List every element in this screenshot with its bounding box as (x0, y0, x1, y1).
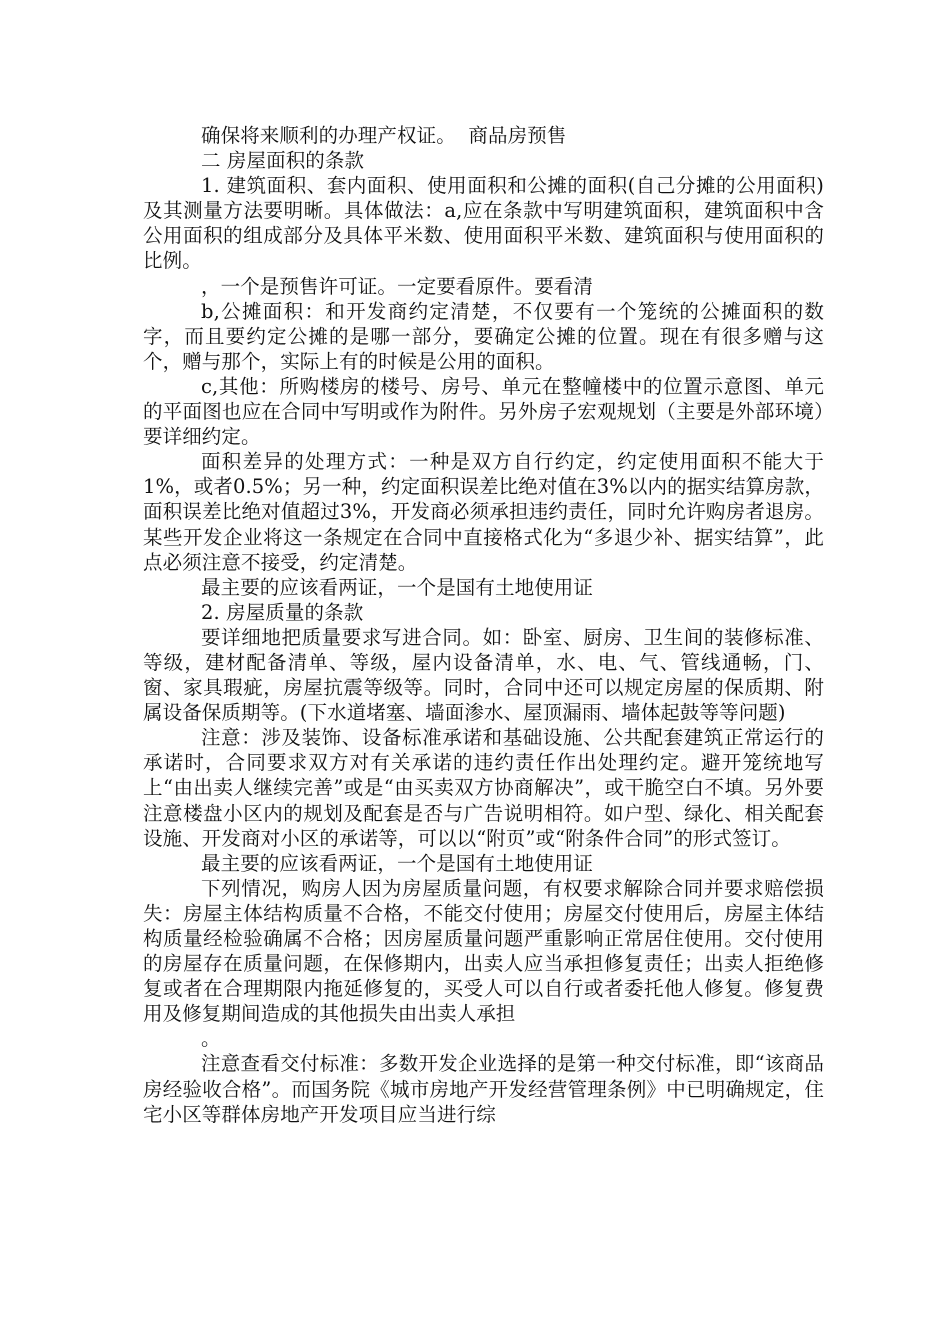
paragraph-10: 要详细地把质量要求写进合同。如：卧室、厨房、卫生间的装修标准、等级，建材配备清单、等级，屋内设备清单，水、电、气、管线通畅，门、窗、家具瑕疵，房屋抗震等级等。同时，合同中还可以规定房屋的保质期、附属设备保质期等。(下水道堵塞、墙面渗水、屋顶漏雨、墙体起鼓等等问题) (143, 625, 824, 725)
paragraph-11: 注意：涉及装饰、设备标准承诺和基础设施、公共配套建筑正常运行的承诺时，合同要求双方对有关承诺的违约责任作出处理约定。避开笼统地写上“由出卖人继续完善”或是“由买卖双方协商解决”，或干脆空白不填。另外要注意楼盘小区内的规划及配套是否与广告说明相符。如户型、绿化、相关配套设施、开发商对小区的承诺等，可以以“附页”或“附条件合同”的形式签订。 (143, 726, 824, 850)
paragraph-4: ，一个是预售许可证。一定要看原件。要看清 (201, 274, 594, 298)
paragraph-6: c,其他：所购楼房的楼号、房号、单元在整幢楼中的位置示意图、单元的平面图也应在合同中写明或作为附件。另外房子宏观规划（主要是外部环境）要详细约定。 (143, 374, 824, 449)
heading-quality-terms: 2. 房屋质量的条款 (201, 600, 364, 624)
paragraph-13: 下列情况，购房人因为房屋质量问题，有权要求解除合同并要求赔偿损失：房屋主体结构质量不合格，不能交付使用；房屋交付使用后，房屋主体结构质量经检验确属不合格；因房屋质量问题严重影响正常居住使用。交付使用的房屋存在质量问题，在保修期内，出卖人应当承担修复责任；出卖人拒绝修复或者在合理期限内拖延修复的，买受人可以自行或者委托他人修复。修复费用及修复期间造成的其他损失由出卖人承担 (143, 876, 824, 1026)
paragraph-1: 确保将来顺利的办理产权证。 商品房预售 (201, 124, 567, 147)
paragraph-3: 1. 建筑面积、套内面积、使用面积和公摊的面积(自己分摊的公用面积)及其测量方法要明晰。具体做法：a,应在条款中写明建筑面积，建筑面积中含公用面积的组成部分及具体平米数、使用面积平米数、建筑面积与使用面积的比例。 (143, 174, 824, 273)
paragraph-8: 最主要的应该看两证，一个是国有土地使用证 (201, 575, 594, 599)
paragraph-7: 面积差异的处理方式：一种是双方自行约定，约定使用面积不能大于1%，或者0.5%；另一种，约定面积误差比绝对值在3%以内的据实结算房款，面积误差比绝对值超过3%，开发商必须承担违约责任，同时允许购房者退房。某些开发企业将这一条规定在合同中直接格式化为“多退少补、据实结算”，此点必须注意不接受，约定清楚。 (143, 450, 824, 574)
paragraph-5: b,公摊面积：和开发商约定清楚，不仅要有一个笼统的公摊面积的数字，而且要约定公摊的是哪一部分，要确定公摊的位置。现在有很多赠与这个，赠与那个，实际上有的时候是公用的面积。 (143, 299, 824, 373)
document-body (143, 123, 824, 1127)
heading-area-terms: 二 房屋面积的条款 (201, 149, 365, 173)
paragraph-15: 注意查看交付标准：多数开发企业选择的是第一种交付标准，即“该商品房经验收合格”。而国务院《城市房地产开发经营管理条例》中已明确规定，住宅小区等群体房地产开发项目应当进行综 (143, 1052, 824, 1126)
paragraph-14: 。 (201, 1027, 221, 1051)
paragraph-12: 最主要的应该看两证，一个是国有土地使用证 (201, 851, 594, 875)
